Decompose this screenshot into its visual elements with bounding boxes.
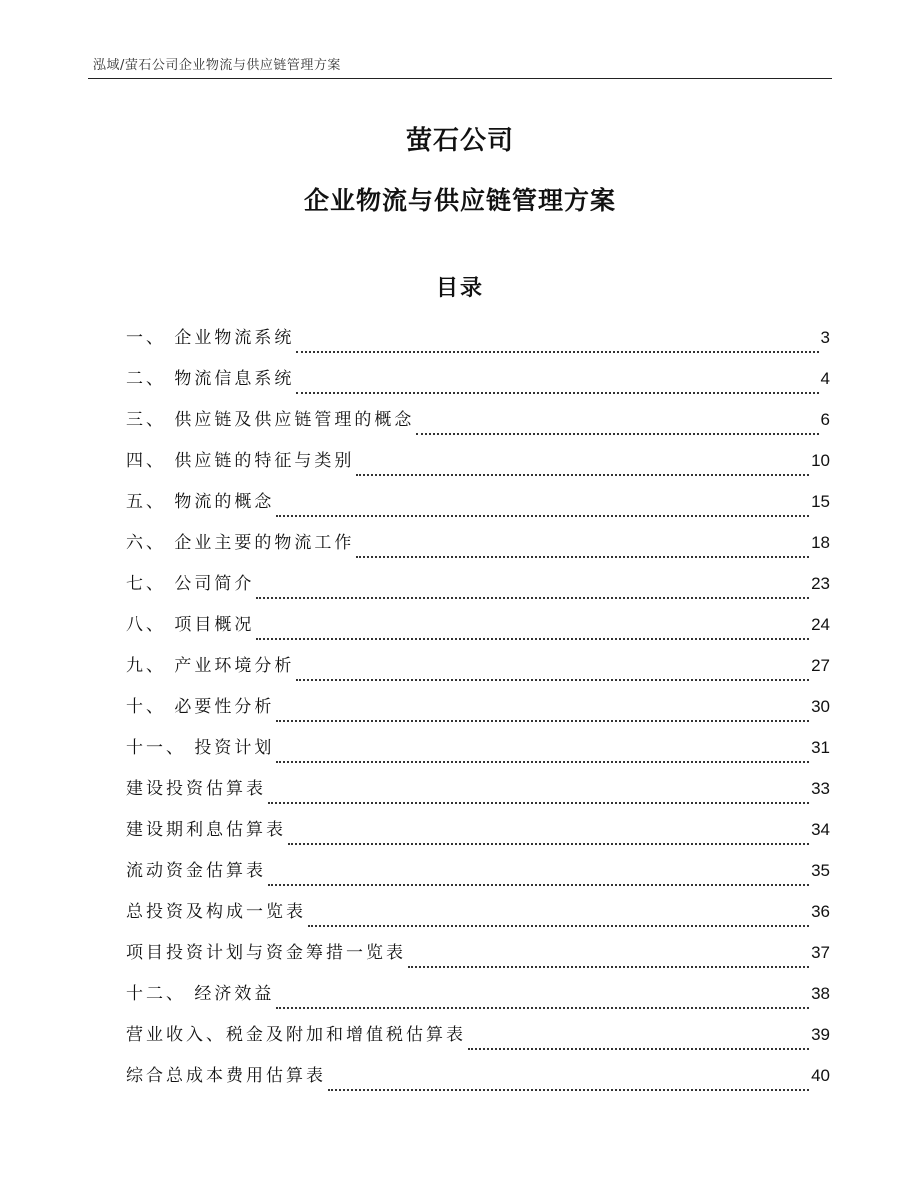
toc-leader — [256, 597, 809, 599]
toc-item-label: 五、 物流的概念 — [126, 492, 275, 512]
toc-item-page: 31 — [811, 738, 830, 757]
toc-leader — [276, 761, 809, 763]
toc-leader — [356, 556, 809, 558]
toc-item-label: 总投资及构成一览表 — [126, 902, 306, 922]
toc-item-page: 34 — [811, 820, 830, 839]
toc-item-page: 38 — [811, 984, 830, 1003]
toc-item-page: 40 — [811, 1066, 830, 1085]
toc-item-label: 流动资金估算表 — [126, 861, 266, 881]
toc-item-label: 六、 企业主要的物流工作 — [126, 533, 355, 553]
toc-item[interactable] — [126, 689, 830, 730]
toc-item-label: 一、 企业物流系统 — [126, 328, 295, 348]
toc-item-label: 综合总成本费用估算表 — [126, 1066, 326, 1086]
toc-item-label: 九、 产业环境分析 — [126, 656, 295, 676]
toc-leader — [356, 474, 809, 476]
toc-item-page: 3 — [820, 328, 830, 347]
toc-item-page: 30 — [811, 697, 830, 716]
toc-item[interactable] — [126, 730, 830, 771]
toc-leader — [256, 638, 809, 640]
toc-item[interactable] — [126, 443, 830, 484]
toc-leader — [276, 1007, 809, 1009]
toc-item[interactable] — [126, 935, 830, 976]
toc-leader — [308, 925, 809, 927]
toc-leader — [288, 843, 809, 845]
toc-leader — [268, 884, 809, 886]
toc-item[interactable] — [126, 402, 830, 443]
toc-leader — [296, 392, 818, 394]
toc-item[interactable] — [126, 484, 830, 525]
toc-item[interactable] — [126, 853, 830, 894]
toc-item[interactable] — [126, 648, 830, 689]
running-header: 泓域/萤石公司企业物流与供应链管理方案 — [93, 58, 341, 73]
toc-item-label: 项目投资计划与资金筹措一览表 — [126, 943, 406, 963]
toc-item-label: 十一、 投资计划 — [126, 738, 275, 758]
toc-item-label: 十二、 经济效益 — [126, 984, 275, 1004]
toc-item-page: 35 — [811, 861, 830, 880]
toc-leader — [468, 1048, 809, 1050]
toc-leader — [296, 351, 818, 353]
toc-item-page: 6 — [820, 410, 830, 429]
company-title: 萤石公司 — [405, 126, 514, 156]
toc-item[interactable] — [126, 525, 830, 566]
toc-item-label: 七、 公司简介 — [126, 574, 255, 594]
toc-item-page: 36 — [811, 902, 830, 921]
toc-item[interactable] — [126, 1058, 830, 1099]
toc-item-page: 18 — [811, 533, 830, 552]
table-of-contents — [126, 320, 830, 1099]
toc-leader — [268, 802, 809, 804]
toc-item-label: 三、 供应链及供应链管理的概念 — [126, 410, 415, 430]
toc-item[interactable] — [126, 320, 830, 361]
document-title: 企业物流与供应链管理方案 — [303, 186, 616, 215]
toc-item-label: 二、 物流信息系统 — [126, 369, 295, 389]
toc-heading: 目录 — [435, 276, 484, 301]
toc-item-label: 十、 必要性分析 — [126, 697, 275, 717]
toc-item[interactable] — [126, 771, 830, 812]
toc-item[interactable] — [126, 894, 830, 935]
toc-item-page: 4 — [820, 369, 830, 388]
toc-item[interactable] — [126, 607, 830, 648]
toc-item-label: 建设期利息估算表 — [126, 820, 286, 840]
toc-leader — [328, 1089, 809, 1091]
toc-item-page: 27 — [811, 656, 830, 675]
toc-item-label: 营业收入、税金及附加和增值税估算表 — [126, 1025, 466, 1045]
toc-item-page: 15 — [811, 492, 830, 511]
toc-item[interactable] — [126, 1017, 830, 1058]
toc-leader — [276, 720, 809, 722]
toc-item[interactable] — [126, 976, 830, 1017]
toc-item[interactable] — [126, 361, 830, 402]
toc-item-page: 10 — [811, 451, 830, 470]
toc-item-page: 24 — [811, 615, 830, 634]
toc-item-label: 八、 项目概况 — [126, 615, 255, 635]
toc-leader — [416, 433, 818, 435]
toc-item-label: 四、 供应链的特征与类别 — [126, 451, 355, 471]
toc-item-page: 33 — [811, 779, 830, 798]
header-divider — [88, 78, 832, 79]
toc-item-label: 建设投资估算表 — [126, 779, 266, 799]
toc-leader — [276, 515, 809, 517]
toc-item[interactable] — [126, 566, 830, 607]
toc-item-page: 39 — [811, 1025, 830, 1044]
toc-item[interactable] — [126, 812, 830, 853]
toc-item-page: 37 — [811, 943, 830, 962]
toc-item-page: 23 — [811, 574, 830, 593]
toc-leader — [296, 679, 809, 681]
toc-leader — [408, 966, 809, 968]
